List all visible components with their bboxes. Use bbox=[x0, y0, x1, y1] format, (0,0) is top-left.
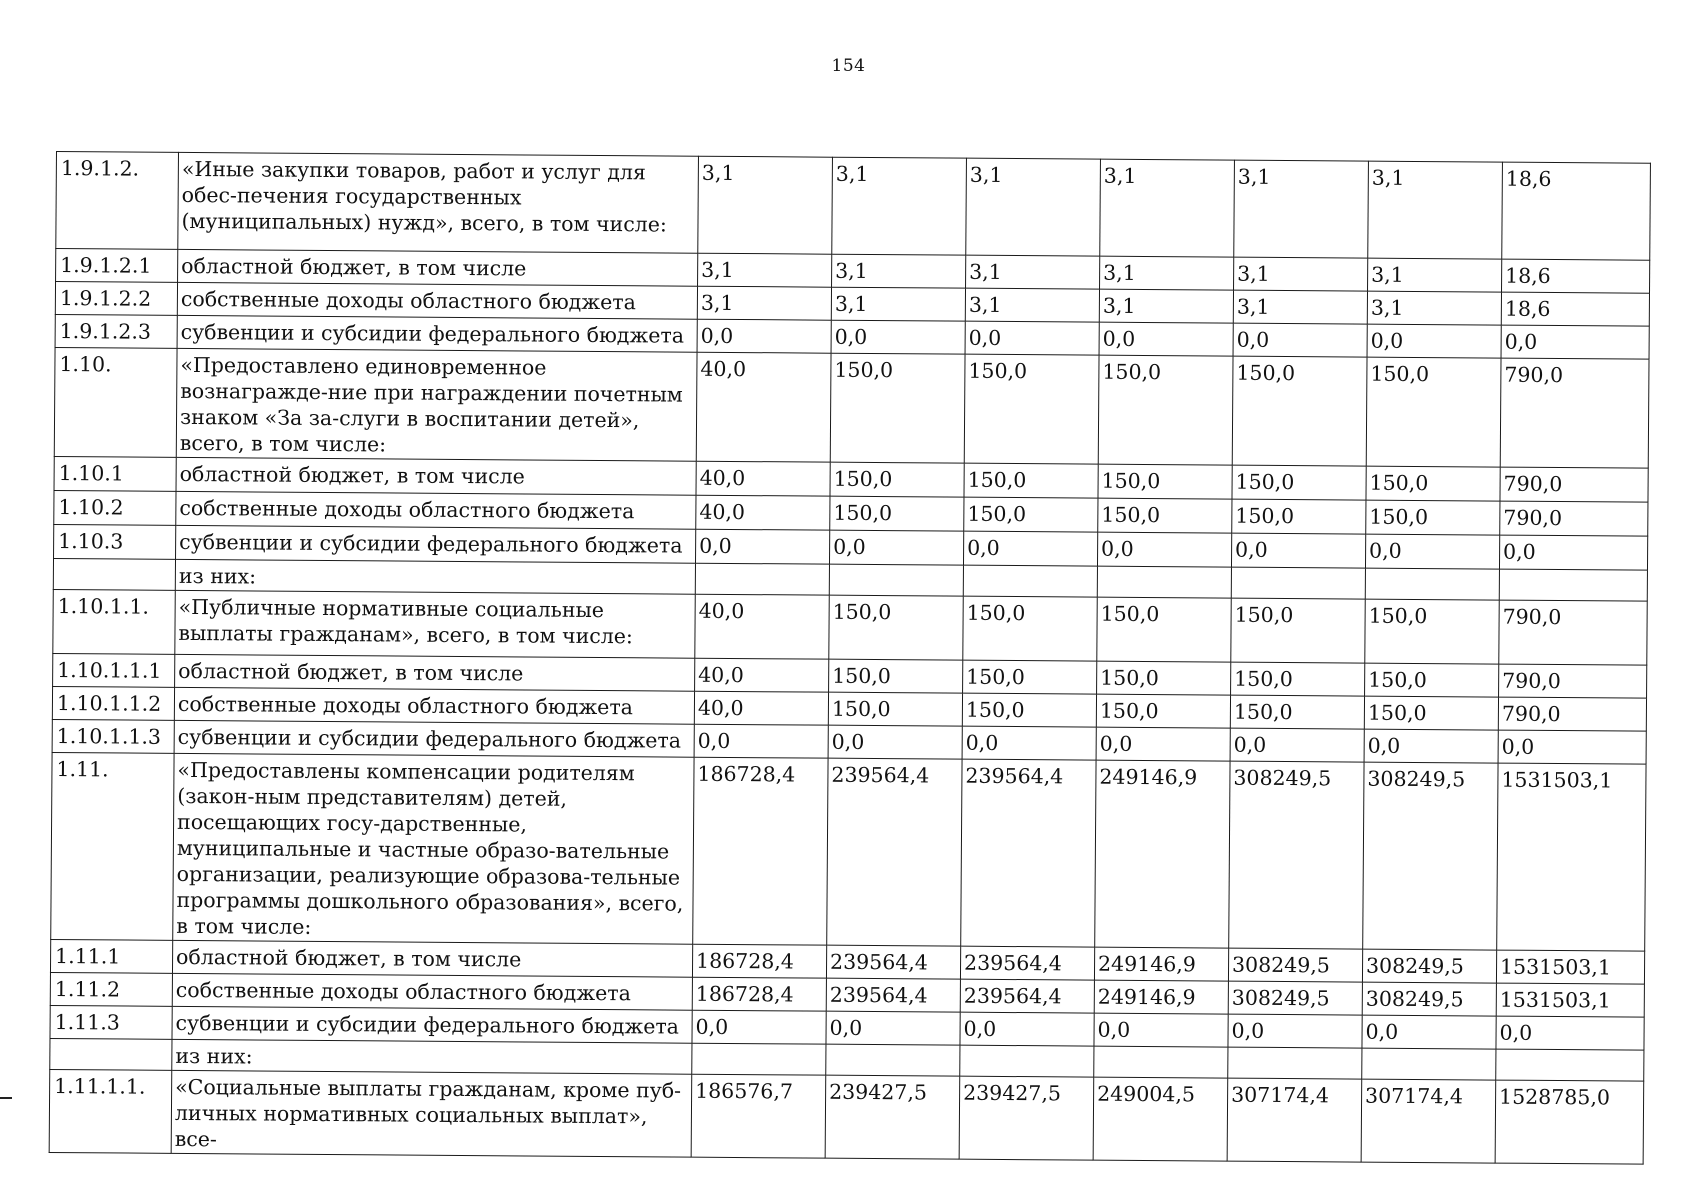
row-value-cell: 0,0 bbox=[965, 321, 1099, 355]
row-value-cell: 0,0 bbox=[1499, 535, 1647, 570]
row-value-cell: 790,0 bbox=[1498, 697, 1646, 731]
row-value-cell: 790,0 bbox=[1500, 501, 1648, 536]
row-code-cell: 1.10.2 bbox=[54, 490, 176, 525]
row-value-cell: 239427,5 bbox=[959, 1076, 1094, 1160]
row-value-cell: 3,1 bbox=[1367, 291, 1501, 325]
row-value-cell: 18,6 bbox=[1501, 292, 1649, 326]
row-code-cell: 1.11.1.1. bbox=[49, 1069, 172, 1153]
row-code-cell: 1.10. bbox=[54, 347, 177, 457]
row-value-cell: 3,1 bbox=[832, 254, 966, 288]
row-value-cell: 0,0 bbox=[1367, 324, 1501, 358]
row-value-cell: 0,0 bbox=[1094, 1013, 1228, 1047]
row-value-cell: 150,0 bbox=[1096, 694, 1230, 728]
row-code-cell bbox=[50, 1038, 172, 1070]
row-value-cell: 1528785,0 bbox=[1495, 1080, 1644, 1164]
row-value-cell bbox=[1362, 1048, 1496, 1080]
row-value-cell bbox=[1228, 1047, 1362, 1079]
row-value-cell: 790,0 bbox=[1499, 600, 1647, 665]
row-code-cell: 1.9.1.2.1 bbox=[56, 249, 178, 283]
row-description-cell: субвенции и субсидии федерального бюджета bbox=[172, 1006, 692, 1043]
row-value-cell: 150,0 bbox=[830, 353, 965, 463]
row-value-cell: 3,1 bbox=[1100, 256, 1234, 290]
row-value-cell: 0,0 bbox=[1099, 322, 1233, 356]
row-value-cell: 239564,4 bbox=[827, 758, 962, 946]
row-value-cell: 150,0 bbox=[1364, 696, 1498, 730]
row-value-cell: 0,0 bbox=[697, 319, 831, 353]
row-code-cell: 1.10.3 bbox=[54, 524, 176, 559]
page-number: 154 bbox=[831, 56, 866, 76]
row-value-cell: 0,0 bbox=[831, 320, 965, 354]
row-value-cell: 18,6 bbox=[1502, 259, 1650, 293]
row-value-cell: 1531503,1 bbox=[1496, 983, 1644, 1017]
row-value-cell: 150,0 bbox=[1230, 695, 1364, 729]
row-value-cell: 239564,4 bbox=[960, 979, 1094, 1013]
row-description-cell: собственные доходы областного бюджета bbox=[176, 491, 696, 529]
row-description-cell: субвенции и субсидии федерального бюджета bbox=[177, 315, 697, 352]
row-value-cell: 150,0 bbox=[1231, 662, 1365, 696]
row-description-cell: областной бюджет, в том числе bbox=[175, 654, 695, 691]
row-value-cell: 150,0 bbox=[1098, 355, 1233, 465]
row-value-cell: 307174,4 bbox=[1361, 1079, 1496, 1163]
row-value-cell: 3,1 bbox=[966, 158, 1101, 256]
row-value-cell: 0,0 bbox=[695, 529, 829, 564]
row-value-cell: 790,0 bbox=[1500, 358, 1649, 468]
table-row bbox=[53, 589, 1647, 665]
row-value-cell: 150,0 bbox=[1365, 599, 1499, 664]
row-description-cell: собственные доходы областного бюджета bbox=[174, 687, 694, 724]
row-value-cell: 249146,9 bbox=[1094, 947, 1228, 981]
row-value-cell bbox=[1499, 569, 1647, 601]
row-value-cell: 150,0 bbox=[1232, 499, 1366, 534]
row-value-cell: 790,0 bbox=[1499, 664, 1647, 698]
row-value-cell: 0,0 bbox=[962, 726, 1096, 760]
row-value-cell: 150,0 bbox=[964, 497, 1098, 532]
row-value-cell: 0,0 bbox=[963, 531, 1097, 566]
row-value-cell: 308249,5 bbox=[1363, 762, 1498, 950]
row-value-cell: 150,0 bbox=[963, 660, 1097, 694]
table-row bbox=[56, 152, 1651, 261]
row-value-cell: 0,0 bbox=[1498, 730, 1646, 764]
row-value-cell: 40,0 bbox=[694, 691, 828, 725]
row-value-cell: 0,0 bbox=[829, 530, 963, 565]
row-value-cell: 239564,4 bbox=[960, 946, 1094, 980]
row-value-cell: 186728,4 bbox=[692, 977, 826, 1011]
row-value-cell bbox=[1365, 568, 1499, 600]
row-value-cell: 0,0 bbox=[828, 725, 962, 759]
row-code-cell: 1.11.3 bbox=[50, 1005, 172, 1039]
row-value-cell: 0,0 bbox=[1233, 323, 1367, 357]
row-code-cell: 1.10.1.1.1 bbox=[53, 653, 175, 687]
row-value-cell: 150,0 bbox=[963, 596, 1097, 661]
row-value-cell: 40,0 bbox=[696, 461, 830, 496]
row-value-cell bbox=[960, 1045, 1094, 1077]
row-description-cell: «Социальные выплаты гражданам, кроме пуб-личных нормативных социальных выплат», все- bbox=[171, 1070, 692, 1157]
row-value-cell: 3,1 bbox=[1099, 289, 1233, 323]
row-value-cell: 3,1 bbox=[965, 288, 1099, 322]
row-value-cell: 307174,4 bbox=[1227, 1078, 1362, 1162]
row-value-cell: 0,0 bbox=[1496, 1016, 1644, 1050]
row-value-cell: 150,0 bbox=[1097, 661, 1231, 695]
row-value-cell: 40,0 bbox=[695, 594, 829, 659]
row-value-cell: 249146,9 bbox=[1095, 760, 1230, 948]
row-description-cell: из них: bbox=[175, 559, 695, 594]
row-value-cell: 0,0 bbox=[694, 724, 828, 758]
row-value-cell: 40,0 bbox=[696, 352, 831, 462]
row-code-cell: 1.11. bbox=[51, 752, 174, 940]
row-value-cell: 150,0 bbox=[828, 692, 962, 726]
row-value-cell: 239564,4 bbox=[826, 945, 960, 979]
row-code-cell: 1.9.1.2. bbox=[56, 152, 179, 250]
row-value-cell: 3,1 bbox=[698, 156, 833, 254]
row-value-cell: 150,0 bbox=[1231, 598, 1365, 663]
row-value-cell: 0,0 bbox=[960, 1012, 1094, 1046]
row-value-cell: 40,0 bbox=[695, 658, 829, 692]
row-value-cell: 239564,4 bbox=[826, 978, 960, 1012]
row-value-cell: 0,0 bbox=[1096, 727, 1230, 761]
row-value-cell: 186728,4 bbox=[693, 757, 828, 945]
row-code-cell: 1.10.1.1.3 bbox=[52, 719, 174, 753]
row-value-cell: 3,1 bbox=[1234, 257, 1368, 291]
row-value-cell: 239427,5 bbox=[825, 1075, 960, 1159]
budget-table-body bbox=[49, 152, 1650, 1165]
row-value-cell: 186728,4 bbox=[692, 944, 826, 978]
row-value-cell: 308249,5 bbox=[1229, 761, 1364, 949]
row-value-cell: 150,0 bbox=[829, 659, 963, 693]
row-value-cell: 0,0 bbox=[1501, 325, 1649, 359]
row-description-cell: субвенции и субсидии федерального бюджета bbox=[176, 525, 696, 563]
row-value-cell: 150,0 bbox=[829, 595, 963, 660]
row-description-cell: «Публичные нормативные социальные выплаты гражданам», всего, в том числе: bbox=[175, 590, 695, 658]
row-value-cell: 3,1 bbox=[966, 255, 1100, 289]
row-value-cell: 790,0 bbox=[1500, 467, 1648, 502]
row-value-cell: 3,1 bbox=[1234, 160, 1369, 258]
row-value-cell: 308249,5 bbox=[1228, 948, 1362, 982]
row-code-cell: 1.10.1 bbox=[54, 456, 176, 491]
row-value-cell: 0,0 bbox=[1364, 729, 1498, 763]
row-value-cell: 150,0 bbox=[1098, 498, 1232, 533]
row-value-cell: 150,0 bbox=[830, 496, 964, 531]
table-row bbox=[54, 347, 1649, 468]
row-value-cell bbox=[1094, 1046, 1228, 1078]
row-value-cell: 3,1 bbox=[1100, 159, 1235, 257]
row-value-cell: 150,0 bbox=[1365, 663, 1499, 697]
row-value-cell bbox=[1097, 566, 1231, 598]
row-value-cell: 150,0 bbox=[1232, 465, 1366, 500]
row-value-cell: 0,0 bbox=[826, 1011, 960, 1045]
row-value-cell bbox=[1496, 1049, 1644, 1081]
row-value-cell: 308249,5 bbox=[1362, 982, 1496, 1016]
row-value-cell: 0,0 bbox=[1230, 728, 1364, 762]
row-value-cell: 18,6 bbox=[1502, 162, 1651, 260]
row-value-cell bbox=[963, 565, 1097, 597]
row-description-cell: областной бюджет, в том числе bbox=[178, 249, 698, 286]
row-code-cell: 1.9.1.2.2 bbox=[55, 282, 177, 316]
row-value-cell: 150,0 bbox=[1366, 500, 1500, 535]
row-description-cell: субвенции и субсидии федерального бюджета bbox=[174, 720, 694, 757]
row-value-cell: 0,0 bbox=[692, 1010, 826, 1044]
row-description-cell: «Иные закупки товаров, работ и услуг для обес-печения государственных (муниципальных) нужд», всего, в том числе: bbox=[178, 152, 699, 253]
row-value-cell: 3,1 bbox=[832, 157, 967, 255]
row-value-cell: 3,1 bbox=[1368, 258, 1502, 292]
row-value-cell: 308249,5 bbox=[1228, 981, 1362, 1015]
row-value-cell bbox=[826, 1044, 960, 1076]
row-value-cell: 249004,5 bbox=[1093, 1077, 1228, 1161]
row-value-cell: 1531503,1 bbox=[1496, 950, 1644, 984]
row-value-cell: 3,1 bbox=[698, 253, 832, 287]
row-value-cell: 0,0 bbox=[1365, 534, 1499, 569]
row-value-cell: 150,0 bbox=[1097, 597, 1231, 662]
table-row bbox=[49, 1069, 1644, 1164]
table-row bbox=[51, 752, 1646, 951]
row-value-cell: 0,0 bbox=[1362, 1015, 1496, 1049]
row-value-cell: 186576,7 bbox=[691, 1074, 826, 1158]
row-value-cell: 3,1 bbox=[1368, 161, 1503, 259]
row-value-cell: 150,0 bbox=[1232, 356, 1367, 466]
row-description-cell: областной бюджет, в том числе bbox=[176, 457, 696, 495]
row-code-cell: 1.11.2 bbox=[50, 972, 172, 1006]
row-code-cell: 1.11.1 bbox=[50, 939, 172, 973]
row-value-cell: 150,0 bbox=[830, 462, 964, 497]
row-description-cell: «Предоставлено единовременное вознагражде-ние при награждении почетным знаком «За за-слуги в воспитании детей», всего, в том числе: bbox=[176, 348, 697, 461]
row-code-cell: 1.10.1.1.2 bbox=[52, 686, 174, 720]
row-description-cell: собственные доходы областного бюджета bbox=[172, 973, 692, 1010]
row-code-cell: 1.9.1.2.3 bbox=[55, 314, 177, 348]
row-value-cell bbox=[829, 564, 963, 596]
row-value-cell: 40,0 bbox=[696, 495, 830, 530]
row-value-cell: 3,1 bbox=[697, 286, 831, 320]
row-value-cell: 150,0 bbox=[964, 354, 1099, 464]
row-value-cell: 150,0 bbox=[1098, 464, 1232, 499]
row-description-cell: из них: bbox=[172, 1039, 692, 1074]
row-value-cell: 1531503,1 bbox=[1497, 763, 1646, 951]
row-value-cell: 150,0 bbox=[1366, 357, 1501, 467]
row-value-cell: 0,0 bbox=[1231, 533, 1365, 568]
row-value-cell: 3,1 bbox=[1233, 290, 1367, 324]
margin-tick-mark bbox=[0, 1097, 12, 1099]
row-description-cell: собственные доходы областного бюджета bbox=[177, 282, 697, 319]
row-code-cell: 1.10.1.1. bbox=[53, 589, 175, 654]
row-value-cell bbox=[695, 563, 829, 595]
row-description-cell: областной бюджет, в том числе bbox=[172, 940, 692, 977]
row-value-cell bbox=[1231, 567, 1365, 599]
row-value-cell: 308249,5 bbox=[1362, 949, 1496, 983]
row-value-cell: 150,0 bbox=[964, 463, 1098, 498]
row-value-cell bbox=[692, 1043, 826, 1075]
row-value-cell: 0,0 bbox=[1097, 532, 1231, 567]
budget-table-wrapper bbox=[49, 151, 1651, 1165]
row-value-cell: 150,0 bbox=[1366, 466, 1500, 501]
row-value-cell: 150,0 bbox=[962, 693, 1096, 727]
row-value-cell: 0,0 bbox=[1228, 1014, 1362, 1048]
row-value-cell: 3,1 bbox=[831, 287, 965, 321]
row-description-cell: «Предоставлены компенсации родителям (закон-ным представителям) детей, посещающих госу-дарственные, муниципальные и частные образо-вательные организации, реализующие образова-тельные программы дошкольного образования», всего, в том числе: bbox=[173, 753, 694, 944]
budget-table bbox=[49, 151, 1651, 1165]
row-value-cell: 239564,4 bbox=[961, 759, 1096, 947]
row-code-cell bbox=[53, 558, 175, 590]
row-value-cell: 249146,9 bbox=[1094, 980, 1228, 1014]
